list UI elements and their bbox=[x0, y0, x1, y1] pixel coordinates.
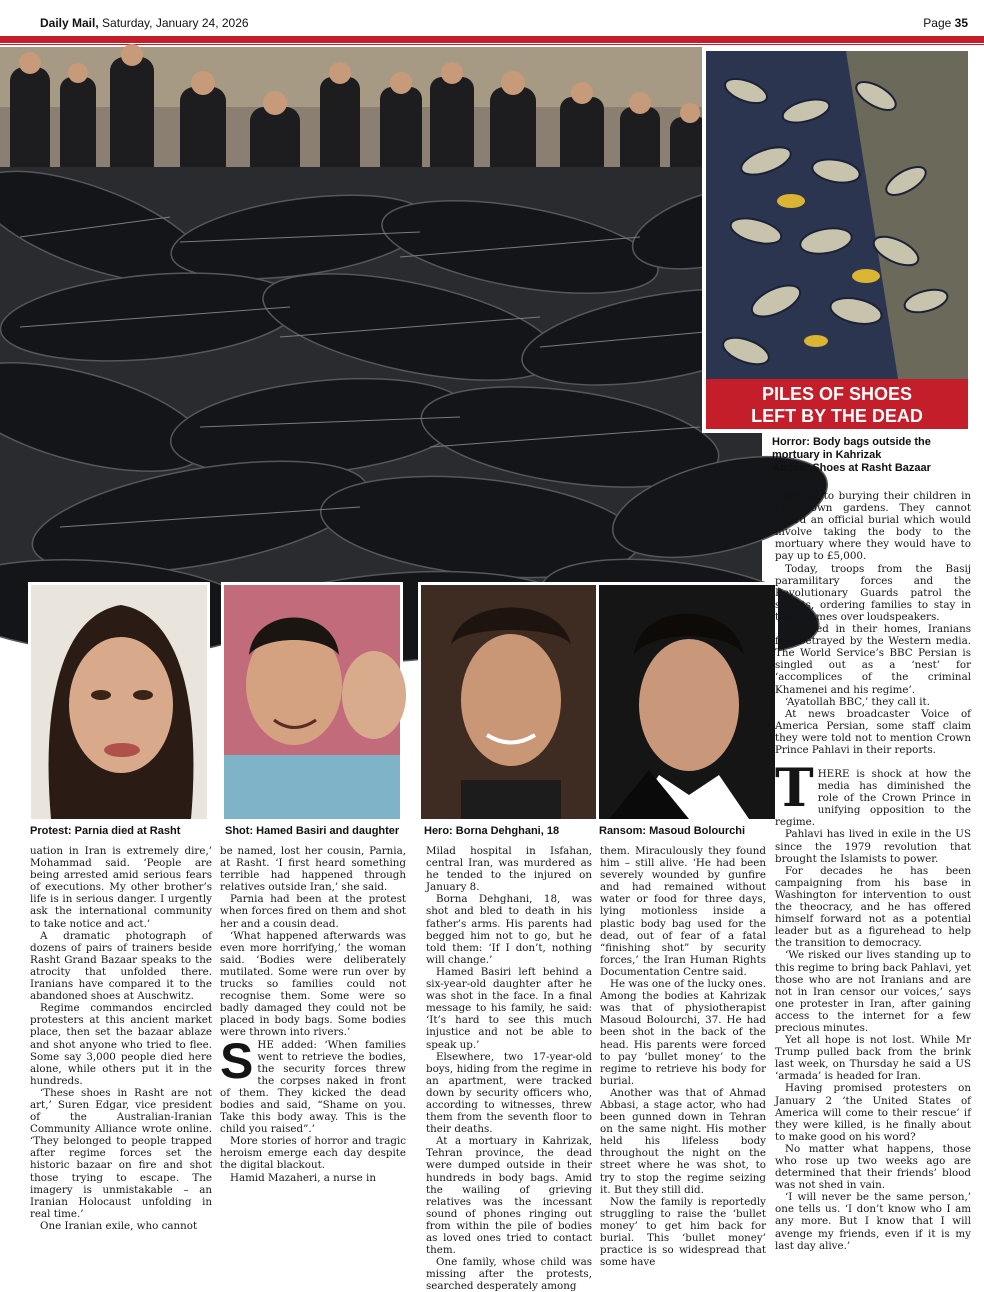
masthead: Daily Mail, bbox=[40, 16, 99, 30]
paragraph: Hamed Basiri left behind a six-year-old daughter after he was shot in the face. In a final message to his family, he said: ‘It’s hard to see this much injustice and not be able to speak up.’ bbox=[426, 965, 592, 1051]
portrait-caption-3: Hero: Borna Dehghani, 18 bbox=[424, 825, 560, 837]
drop-cap: S bbox=[220, 1032, 254, 1089]
paragraph: ‘We risked our lives standing up to this regime to bring back Pahlavi, yet those who are not Iranians and are not in Iran censor our voices,’ says one protester in Iran, after gaining access to the internet for a few precious minutes. bbox=[775, 949, 971, 1034]
paragraph: One family, whose child was missing after the protests, searched desperately among bbox=[426, 1256, 592, 1292]
portrait-hamed-illustration bbox=[224, 585, 400, 819]
paragraph: Having promised protesters on January 2 ‘the United States of America will come to their rescue’ if they were killed, is he finally about to make good on his word? bbox=[775, 1082, 971, 1143]
portrait-caption-4: Ransom: Masoud Bolourchi bbox=[599, 825, 746, 837]
paragraph: ‘Ayatollah BBC,’ they call it. bbox=[785, 695, 930, 708]
paragraph: ‘I will never be the same person,’ one tells us. ‘I don’t know who I am any more. But I know that I will avenge my friends, even if it is my last day alive.’ bbox=[775, 1191, 971, 1252]
paragraph: resorted to burying their children in their own gardens. They cannot afford an official burial which would involve taking the body to the mortuary where they would have to pay up to £5,000. bbox=[775, 490, 971, 563]
drop-cap: T bbox=[775, 758, 814, 819]
portrait-masoud bbox=[596, 582, 778, 822]
paragraph: ‘What happened afterwards was even more horrifying,’ the woman said. ‘Bodies were deliberately mutilated. Some were run over by trucks so families could not recognise them. Some were so badly damaged they could not be placed in body bags. Some bodies were thrown into rivers.’ bbox=[220, 929, 406, 1039]
paragraph: One Iranian exile, who cannot bbox=[40, 1219, 198, 1232]
body-bags-illustration bbox=[0, 167, 762, 630]
paragraph: Regime commandos encircled protesters at this ancient market place, then set the bazaar ablaze and shot anyone who tried to flee. Some say 3,000 people died here alone, while others put it in the hundreds. bbox=[30, 1002, 212, 1087]
shoes-banner-line1: PILES OF SHOES bbox=[761, 384, 913, 404]
paragraph: At a mortuary in Kahrizak, Tehran province, the dead were dumped outside in their hundreds in body bags. Amid the wailing of grieving relatives was the incessant sound of phones ringing out from within the pile of bodies as loved ones tried to contact them. bbox=[426, 1135, 592, 1257]
paragraph: Pahlavi has lived in exile in the US since the 1979 revolution that brought the Islamists to power. bbox=[775, 828, 971, 865]
article-column-2 bbox=[220, 845, 406, 1184]
header-rule bbox=[0, 44, 984, 45]
shoes-photo bbox=[702, 47, 972, 433]
shoes-pile-illustration bbox=[706, 51, 968, 429]
portrait-parnia bbox=[28, 582, 210, 822]
body-bags-photo bbox=[0, 47, 762, 630]
article-column-right-bottom bbox=[775, 758, 971, 1252]
article-column-1 bbox=[30, 845, 212, 1232]
header-red-bar bbox=[0, 36, 984, 43]
paragraph bbox=[775, 758, 971, 829]
paragraph: Elsewhere, two 17-year-old boys, hiding from the regime in an apartment, were tracked down by security officers who, according to witnesses, threw them from the seventh floor to their deaths. bbox=[426, 1050, 592, 1136]
paragraph: Trapped in their homes, Iranians feel betrayed by the Western media. The World Service’s BBC Persian is singled out as a ‘nest’ for ‘accomplices of the criminal Khamenei and his regime’. bbox=[775, 623, 971, 696]
portrait-caption-2: Shot: Hamed Basiri and daughter bbox=[225, 825, 400, 837]
article-column-3 bbox=[426, 845, 592, 1292]
photo-caption bbox=[772, 436, 972, 475]
header-date: Saturday, January 24, 2026 bbox=[98, 16, 249, 30]
photo-caption-line3: Above: Shoes at Rasht Bazaar bbox=[772, 462, 931, 474]
paragraph: Yet all hope is not lost. While Mr Trump pulled back from the brink last week, on Thursday he said a US ‘armada’ is headed for Iran. bbox=[775, 1034, 971, 1083]
page-header bbox=[0, 0, 984, 36]
paragraph: be named, lost her cousin, Parnia, at Rasht. ‘I first heard something terrible had happened through relatives outside Iran,’ she said. bbox=[220, 845, 406, 894]
article-column-right-top bbox=[775, 490, 971, 756]
page-word: Page bbox=[923, 16, 955, 30]
page-number-value: 35 bbox=[954, 16, 968, 30]
portrait-hamed bbox=[221, 582, 403, 822]
paragraph: More stories of horror and tragic heroism emerge each day despite the digital blackout. bbox=[220, 1135, 406, 1172]
photo-caption-line2: mortuary in Kahrizak bbox=[772, 449, 882, 461]
portrait-masoud-illustration bbox=[599, 585, 775, 819]
portrait-borna bbox=[418, 582, 600, 822]
page-number bbox=[923, 16, 968, 30]
shoes-banner bbox=[706, 379, 968, 429]
portrait-borna-illustration bbox=[421, 585, 597, 819]
paragraph: Milad hospital in Isfahan, central Iran, was murdered as he tended to the injured on January 8. bbox=[426, 845, 592, 894]
paragraph: Parnia had been at the protest when forces fired on them and shot her and a cousin dead. bbox=[220, 893, 406, 930]
portrait-parnia-illustration bbox=[31, 585, 207, 819]
paragraph: uation in Iran is extremely dire,’ Mohammad said. ‘People are being arrested amid serious fears of executions. My other brother’s life is in serious danger. I urgently ask the international community to take notice and act.’ bbox=[30, 845, 212, 930]
paragraph: Hamid Mazaheri, a nurse in bbox=[230, 1171, 376, 1184]
paragraph: At news broadcaster Voice of America Persian, some staff claim they were told not to mention Crown Prince Pahlavi in their reports. bbox=[775, 707, 971, 756]
paragraph: Now the family is reportedly struggling to raise the ‘bullet money’ to get him back for burial. This ‘bullet money’ practice is so widespread that some have bbox=[600, 1195, 766, 1269]
shoes-banner-line2: LEFT BY THE DEAD bbox=[751, 406, 923, 426]
header-dateline bbox=[40, 16, 249, 30]
paragraph: Today, troops from the Basij paramilitary forces and the Revolutionary Guards patrol the streets, ordering families to stay in their homes over loudspeakers. bbox=[775, 562, 971, 623]
paragraph: Borna Dehghani, 18, was shot and bled to death in his father’s arms. His parents had begged him not to go, but he told them: ‘If I don’t, nothing will change.’ bbox=[426, 893, 592, 966]
paragraph-lead: HERE is shock at how the media has diminished the role of the Crown Prince in unifying opposition to the regime. bbox=[775, 768, 971, 829]
paragraph bbox=[220, 1032, 406, 1136]
portrait-caption-1: Protest: Parnia died at Rasht bbox=[30, 825, 181, 837]
article-column-4 bbox=[600, 845, 766, 1268]
paragraph: For decades he has been campaigning from his base in Washington for intervention to oust the theocracy, and he has offered himself forward not as a potential leader but as a figurehead to help the transition to democracy. bbox=[775, 864, 971, 950]
paragraph-lead: HE added: ‘When families went to retrieve the bodies, the security forces threw the corpses naked in front of them. They kicked the dead bodies and said, “Shame on you. Take this body away. This is the child you raised”.’ bbox=[220, 1038, 406, 1136]
paragraph: them. Miraculously they found him – still alive. ‘He had been severely wounded by gunfire and had remained without water or food for three days, lying motionless inside a plastic body bag used for the dead, out of fear of a fatal “finishing shot” by security forces,’ the Iran Human Rights Documentation Centre said. bbox=[600, 845, 766, 978]
paragraph: A dramatic photograph of dozens of pairs of trainers beside Rasht Grand Bazaar speaks to the atrocity that unfolded there. Iranians have compared it to the abandoned shoes at Auschwitz. bbox=[30, 929, 212, 1003]
photo-caption-line1: Horror: Body bags outside the bbox=[772, 436, 931, 448]
paragraph: No matter what happens, those who rose up two weeks ago are determined that their friends’ blood was not shed in vain. bbox=[775, 1142, 971, 1192]
paragraph: He was one of the lucky ones. Among the bodies at Kahrizak was that of physiotherapist Masoud Bolourchi, 37. He had been shot in the back of the head. His parents were forced to pay ‘bullet money’ to the regime to retrieve his body for burial. bbox=[600, 978, 766, 1087]
paragraph: ‘These shoes in Rasht are not art,’ Suren Edgar, vice president of the Australian-Iranian Community Alliance wrote online. ‘They belonged to people trapped after regime forces set the historic bazaar on fire and shot those trying to escape. The imagery is unmistakable – an Iranian Holocaust unfolding in real time.’ bbox=[30, 1086, 212, 1220]
paragraph: Another was that of Ahmad Abbasi, a stage actor, who had been gunned down in Tehran on the same night. His mother held his lifeless body throughout the night on the street where he was shot, to try to stop the regime seizing it. But they still did. bbox=[600, 1086, 766, 1196]
